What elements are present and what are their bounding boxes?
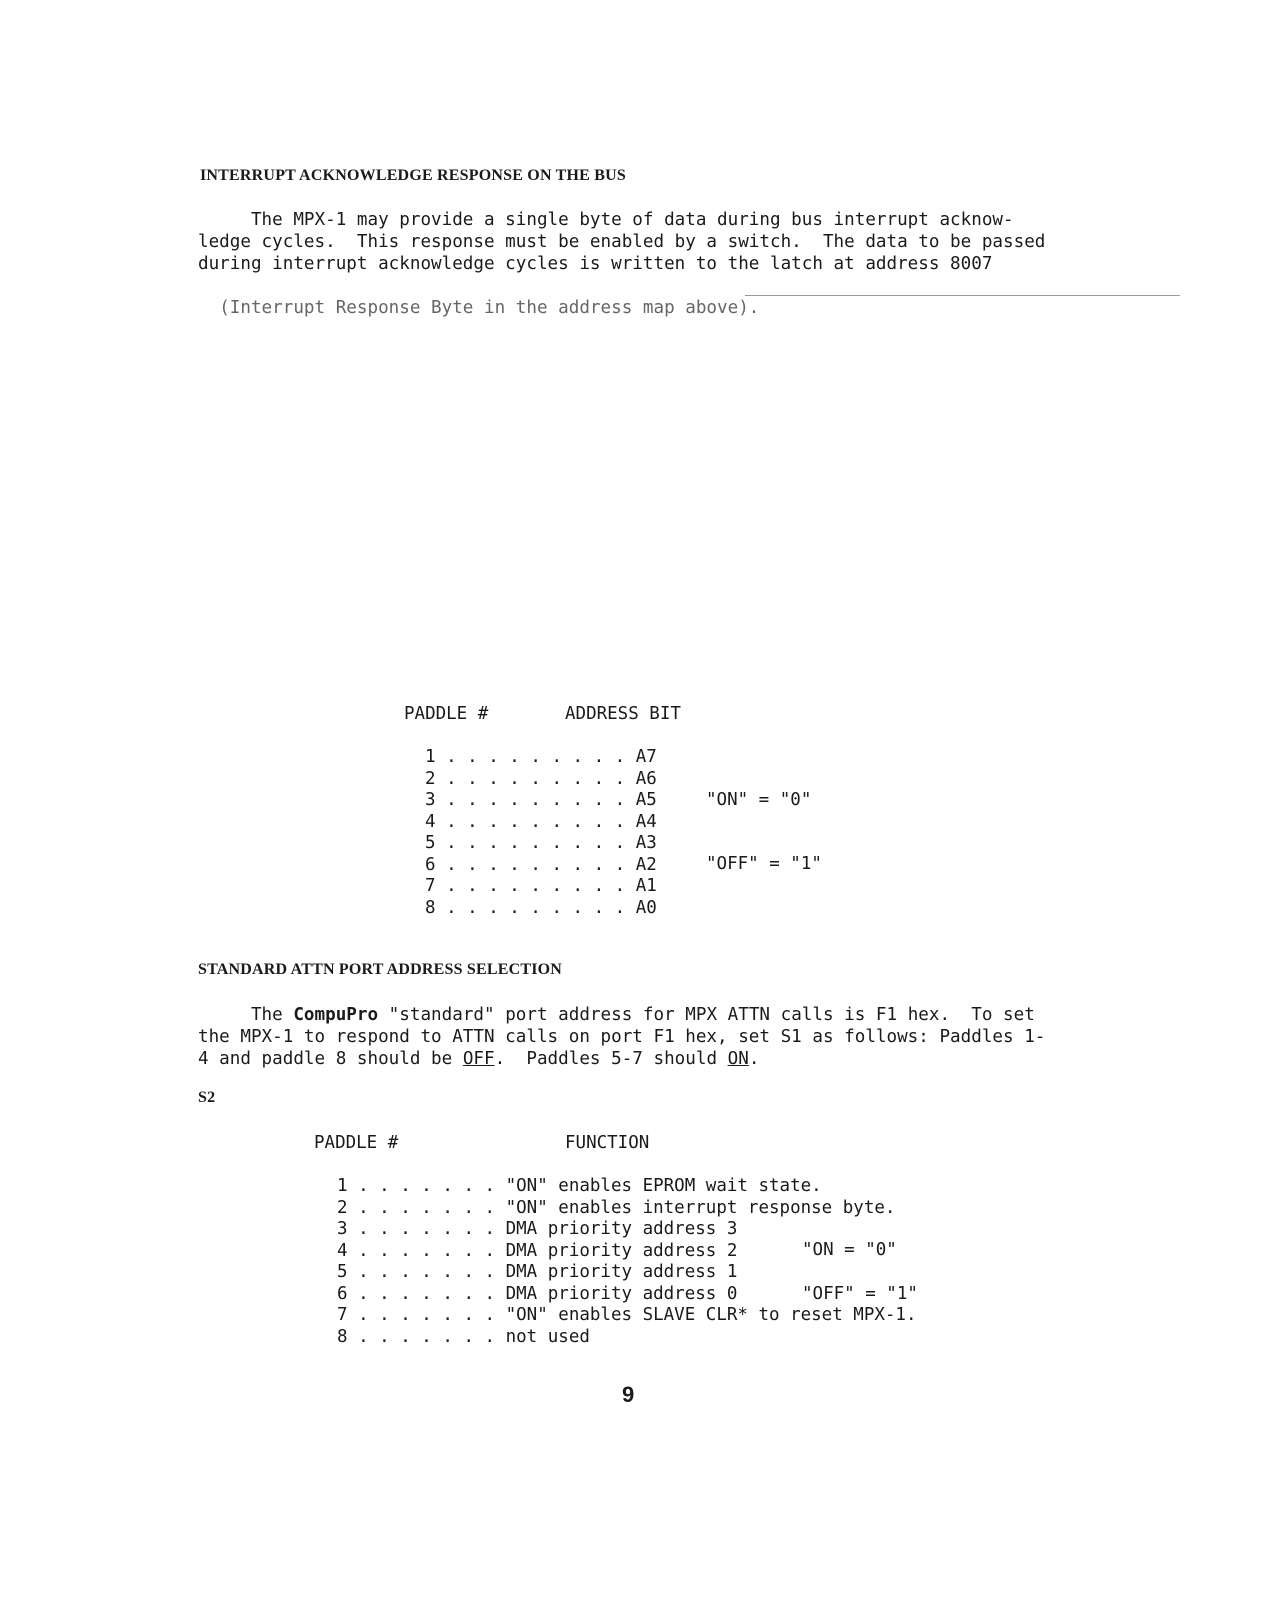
attn-line-1 xyxy=(198,1004,1035,1026)
attn-line-3 xyxy=(198,1048,759,1070)
s1-dot-leader: . . . . . . . . . xyxy=(435,811,626,832)
attn-line-1-post: "standard" port address for MPX ATTN calls is F1 hex. To set xyxy=(378,1005,1035,1025)
s2-row xyxy=(337,1327,590,1347)
s1-address-bit-value: A3 xyxy=(635,833,657,853)
s2-row xyxy=(337,1176,822,1196)
s2-row xyxy=(337,1241,737,1261)
s1-address-bit-value: A6 xyxy=(635,768,657,789)
s1-row xyxy=(425,790,657,810)
s2-note-off: "OFF" = "1" xyxy=(802,1284,918,1304)
section-heading-interrupt: INTERRUPT ACKNOWLEDGE RESPONSE ON THE BUS xyxy=(200,167,626,184)
paragraph-line-1: The MPX-1 may provide a single byte of data during bus interrupt acknow- xyxy=(198,210,1014,230)
s2-dot-leader: . . . . . . . xyxy=(347,1283,496,1304)
s1-address-bit xyxy=(625,812,657,832)
attn-line-3-mid: . Paddles 5-7 should xyxy=(494,1049,728,1069)
s2-dot-leader: . . . . . . . xyxy=(347,1219,496,1239)
attn-line-2: the MPX-1 to respond to ATTN calls on port F1 hex, set S1 as follows: Paddles 1- xyxy=(198,1027,1046,1047)
s1-dot-leader: . . . . . . . . . xyxy=(435,854,626,875)
s2-note-on: "ON = "0" xyxy=(802,1240,897,1260)
s1-dot-leader: . . . . . . . . . xyxy=(435,768,626,789)
s2-function-text xyxy=(495,1176,822,1196)
attn-line-3-end: . xyxy=(748,1049,760,1069)
s2-row xyxy=(337,1262,737,1282)
s1-row xyxy=(425,833,657,853)
s1-paddle-number: 6 xyxy=(425,854,436,875)
s1-header-paddle: PADDLE # xyxy=(404,704,489,724)
s2-function-text xyxy=(495,1305,916,1325)
s2-row xyxy=(337,1219,737,1239)
s1-address-bit-value: A0 xyxy=(635,897,657,918)
s1-address-bit-value: A2 xyxy=(635,854,657,875)
s2-function-text xyxy=(495,1284,737,1304)
s2-paddle-number: 1 xyxy=(337,1176,348,1196)
s2-dot-leader: . . . . . . . xyxy=(347,1197,496,1218)
s1-address-bit-value: A5 xyxy=(635,790,657,810)
s2-paddle-number: 5 xyxy=(337,1262,348,1282)
s1-address-bit xyxy=(625,876,657,896)
s2-function-value: not used xyxy=(505,1326,590,1347)
s1-address-bit xyxy=(625,747,657,767)
s1-row xyxy=(425,747,657,767)
s2-row xyxy=(337,1284,737,1304)
s2-function-text xyxy=(495,1198,895,1218)
s1-dot-leader: . . . . . . . . . xyxy=(435,897,626,918)
s1-row xyxy=(425,855,657,875)
s2-header-paddle: PADDLE # xyxy=(314,1133,399,1153)
s1-note-on: "ON" = "0" xyxy=(706,790,812,810)
s2-function-value: DMA priority address 1 xyxy=(505,1262,738,1282)
s1-dot-leader: . . . . . . . . . xyxy=(435,833,626,853)
s2-row xyxy=(337,1198,895,1218)
s1-paddle-number: 2 xyxy=(425,768,436,789)
page-cut-rule xyxy=(745,295,1180,296)
s2-paddle-number: 3 xyxy=(337,1219,348,1239)
s1-header-address-bit: ADDRESS BIT xyxy=(565,704,681,724)
s1-paddle-number: 8 xyxy=(425,897,436,918)
s2-dot-leader: . . . . . . . xyxy=(347,1240,496,1261)
s2-paddle-number: 2 xyxy=(337,1197,348,1218)
s2-dot-leader: . . . . . . . xyxy=(347,1176,496,1196)
s1-dot-leader: . . . . . . . . . xyxy=(435,876,626,896)
off-word: OFF xyxy=(462,1049,495,1069)
s1-note-off: "OFF" = "1" xyxy=(706,854,822,874)
s2-row xyxy=(337,1305,917,1325)
s1-address-bit-value: A4 xyxy=(635,811,657,832)
s1-row xyxy=(425,898,657,918)
s2-function-text xyxy=(495,1241,737,1261)
s1-paddle-number: 3 xyxy=(425,790,436,810)
s1-row xyxy=(425,812,657,832)
s1-paddle-number: 7 xyxy=(425,876,436,896)
s2-header-function: FUNCTION xyxy=(565,1133,650,1153)
s1-paddle-number: 5 xyxy=(425,833,436,853)
s2-function-value: DMA priority address 0 xyxy=(505,1283,738,1304)
paragraph-cut-line: (Interrupt Response Byte in the address map above). xyxy=(219,298,760,318)
s1-address-bit xyxy=(625,790,657,810)
s1-address-bit xyxy=(625,769,657,789)
s1-address-bit xyxy=(625,898,657,918)
s2-function-value: "ON" enables EPROM wait state. xyxy=(505,1176,822,1196)
s2-function-text xyxy=(495,1219,737,1239)
s1-address-bit xyxy=(625,833,657,853)
attn-line-1-pre: The xyxy=(198,1005,294,1025)
s2-function-value: DMA priority address 2 xyxy=(505,1240,738,1261)
s1-dot-leader: . . . . . . . . . xyxy=(435,747,626,767)
s1-address-bit-value: A7 xyxy=(635,747,657,767)
s2-function-text xyxy=(495,1327,590,1347)
s1-paddle-number: 4 xyxy=(425,811,436,832)
s2-function-text xyxy=(495,1262,737,1282)
s2-paddle-number: 4 xyxy=(337,1240,348,1261)
s2-label: S2 xyxy=(198,1089,216,1106)
s2-paddle-number: 6 xyxy=(337,1283,348,1304)
s2-dot-leader: . . . . . . . xyxy=(347,1326,496,1347)
paragraph-line-2: ledge cycles. This response must be enabled by a switch. The data to be passed xyxy=(198,232,1046,252)
s1-address-bit xyxy=(625,855,657,875)
s2-dot-leader: . . . . . . . xyxy=(347,1262,496,1282)
s1-dot-leader: . . . . . . . . . xyxy=(435,790,626,810)
s2-function-value: "ON" enables interrupt response byte. xyxy=(505,1197,896,1218)
s1-paddle-number: 1 xyxy=(425,747,436,767)
s1-address-bit-value: A1 xyxy=(635,876,657,896)
brand-name: CompuPro xyxy=(293,1005,379,1025)
s1-row xyxy=(425,769,657,789)
paragraph-line-3: during interrupt acknowledge cycles is written to the latch at address 8007 xyxy=(198,254,993,274)
s2-dot-leader: . . . . . . . xyxy=(347,1305,496,1325)
section-heading-attn: STANDARD ATTN PORT ADDRESS SELECTION xyxy=(198,961,563,978)
s2-function-value: DMA priority address 3 xyxy=(505,1219,738,1239)
on-word: ON xyxy=(727,1049,749,1069)
s2-function-value: "ON" enables SLAVE CLR* to reset MPX-1. xyxy=(505,1305,917,1325)
attn-line-3-pre: 4 and paddle 8 should be xyxy=(198,1049,463,1069)
s1-row xyxy=(425,876,657,896)
s2-paddle-number: 8 xyxy=(337,1326,348,1347)
s2-paddle-number: 7 xyxy=(337,1305,348,1325)
paragraph-line-4 xyxy=(198,275,760,318)
page-number: 9 xyxy=(622,1382,635,1407)
